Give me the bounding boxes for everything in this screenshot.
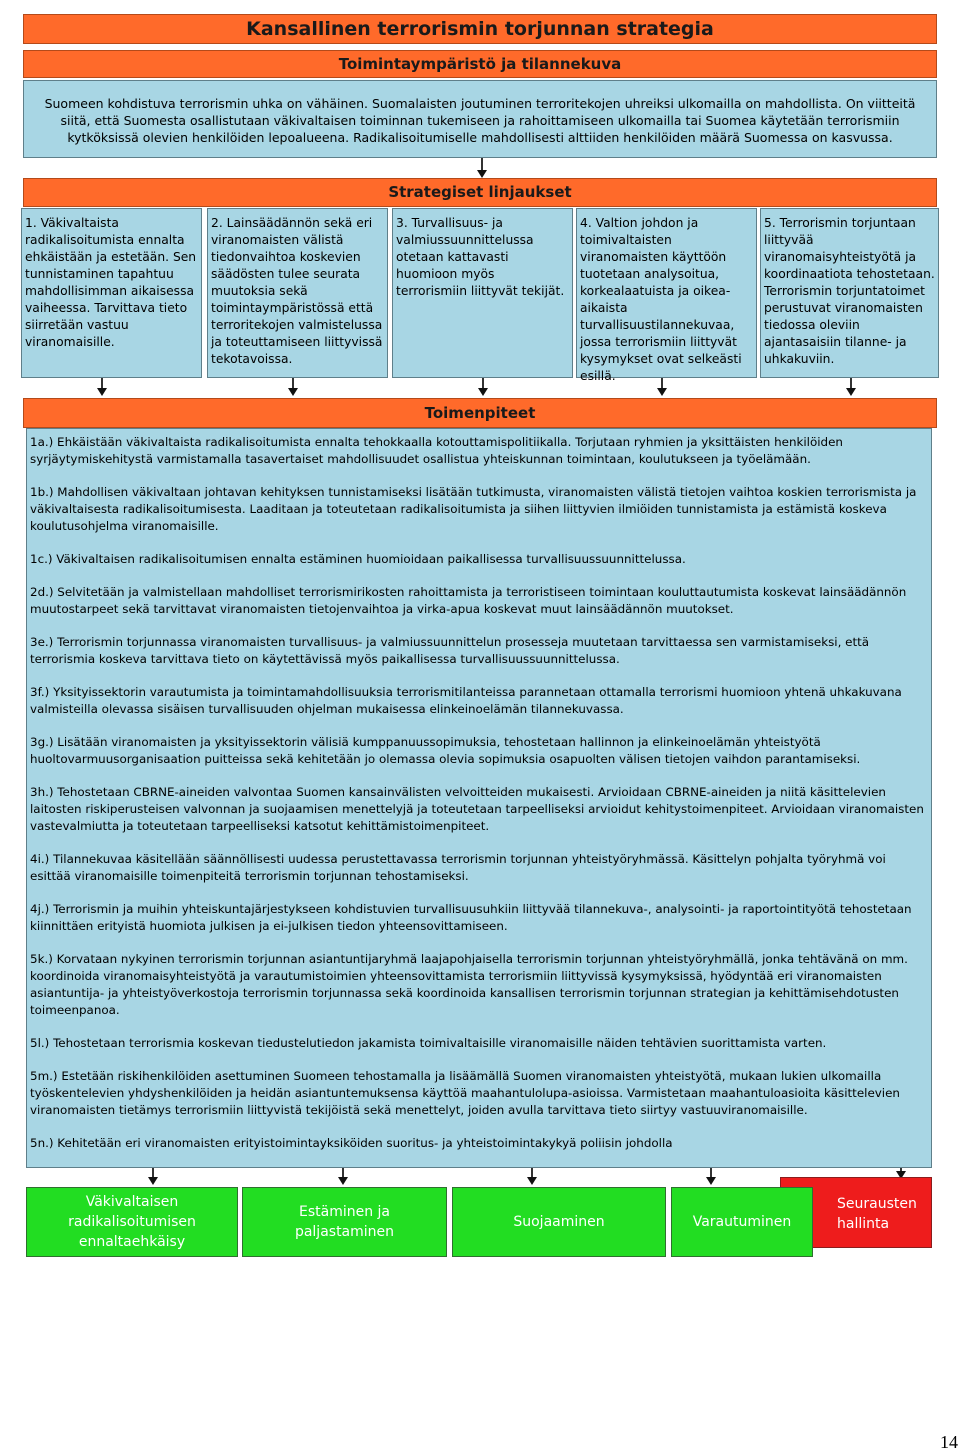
arrow-strategy-3 [478, 378, 488, 398]
strategy-header: Strategiset linjaukset [23, 178, 937, 207]
situation-text: Suomeen kohdistuva terrorismin uhka on vähäinen. Suomalaisten joutuminen terroritekojen uhreiksi ulkomailla on mahdollista. On viitteitä siitä, että Suomesta osallistutaan väkivaltaisen toiminnan tukemiseen ja rahoittamiseen ulkomailla tai Suomea käytetään terrorismiin kytköksissä olevien henkilöiden lepoalueena. Radikalisoitumiselle mahdollisesti alttiiden henkilöiden määrä Suomessa on kasvussa. [44, 96, 916, 145]
arrow-head [527, 1177, 537, 1185]
strategy-item-text: 1. Väkivaltaista radikalisoitumista ennalta ehkäistään ja estetään. Sen tunnistaminen tapahtuu mahdollisimman aikaisessa vaiheessa. Tarvittava tieto siirretään vastuu viranomaisille. [25, 216, 197, 349]
strategy-item-5 [760, 208, 939, 378]
situation-box [23, 80, 937, 158]
measures-box [26, 428, 932, 1168]
measure-1b: 1b.) Mahdollisen väkivaltaan johtavan kehityksen tunnistamiseksi lisätään tutkimusta, viranomaisten välistä tietojen vaihtoa koskien terrorismista ja väkivaltaisesta radikalisoitumisesta. Laaditaan ja toteutetaan radikalisoitumista ja siihen liittyvien ilmiöiden tunnistamista ja estämistä koskeva koulutusohjelma viranomaisille. [30, 485, 917, 533]
arrow-head [846, 388, 856, 396]
measure-5l: 5l.) Tehostetaan terrorismia koskevan tiedustelutiedon jakamista toimivaltaisille viranomaisille näiden tehtävien suorittamista varten. [30, 1036, 827, 1050]
measure-3e: 3e.) Terrorismin torjunnassa viranomaisten turvallisuus- ja valmiussuunnittelun prosesseja muutetaan tarvittaessa sen varmistamiseksi, että terrorismia koskeva tarvittava tieto on käytettävissä myös paikallisessa turvallisuussuunnittelussa. [30, 635, 870, 666]
measure-5k: 5k.) Korvataan nykyinen terrorismin torjunnan asiantuntijaryhmä laajapohjaisella terrorismin torjunnan yhteistyöryhmällä, jonka tehtävänä on mm. koordinoida viranomaisyhteistyötä ja varautumistoimien yhteensovittamista terrorismiin liittyvissä kysymyksissä, hyödyntää eri viranomaisten asiantuntija- ja yhteistyöverkostoja terrorismin torjunnassa sekä koordinoida kansallisen terrorismin torjunnan strategian ja kehittämisehdotusten toimeenpanoa. [30, 952, 908, 1017]
strategy-item-2 [207, 208, 388, 378]
outcome-radicalisation-prevention: Väkivaltaisen radikalisoitumisen ennaltaehkäisy [26, 1187, 238, 1257]
measure-5n: 5n.) Kehitetään eri viranomaisten erityistoimintayksiköiden suoritus- ja yhteistoimintakykyä poliisin johdolla [30, 1136, 673, 1150]
page-title: Kansallinen terrorismin torjunnan strategia [23, 14, 937, 44]
strategy-item-text: 5. Terrorismin torjuntaan liittyvää viranomaisyhteistyötä ja koordinaatiota tehostetaan. Terrorismin torjuntatoimet perustuvat viranomaisten tiedossa oleviin ajantasaisiin tilanne- ja uhkakuviin. [764, 216, 935, 366]
arrow-head [478, 388, 488, 396]
measure-3g: 3g.) Lisätään viranomaisten ja yksityissektorin välisiä kumppanuussopimuksia, tehostetaan hallinnon ja elinkeinoelämän yhteistyötä huoltovarmuusorganisaation puitteissa sekä kehitetään jo olemassa olevia sopimuksia osapuolten välisen tietojen vaihdon parantamiseksi. [30, 735, 861, 766]
arrow-strategy-5 [846, 378, 856, 398]
page-number: 14 [940, 1432, 958, 1452]
arrow-head [148, 1177, 158, 1185]
measures-header: Toimenpiteet [23, 398, 937, 428]
measure-5m: 5m.) Estetään riskihenkilöiden asettuminen Suomeen tehostamalla ja lisäämällä Suomen viranomaisten yhteistyötä, mukaan lukien ulkomailla työskentelevien yhdyshenkilöiden ja heidän asiantuntemuksensa käyttöä maahantulolupa-asioissa. Varmistetaan maahantuloasioita käsittelevien viranomaisten tietämys terrorismiin liittyvistä tekijöistä sekä menettelyt, joiden avulla tarvittava tieto siirtyy vastuuviranomaisille. [30, 1069, 900, 1117]
outcome-prevention-detection: Estäminen ja paljastaminen [242, 1187, 447, 1257]
strategy-item-text: 4. Valtion johdon ja toimivaltaisten viranomaisten käyttöön tuotetaan analysoitua, korkealaatuista ja oikea-aikaista turvallisuustilannekuvaa, jossa terrorismiin liittyvät kysymykset ovat selkeästi esillä. [580, 216, 742, 383]
arrow-strategy-4 [657, 378, 667, 398]
measure-3f: 3f.) Yksityissektorin varautumista ja toimintamahdollisuuksia terrorismitilanteissa parannetaan ottamalla terrorismi huomioon yhtenä uhkakuvana valmisteilla olevassa sisäisen turvallisuuden ohjelman mukaisessa elinkeinoelämän tilannekuvassa. [30, 685, 902, 716]
arrow-head [657, 388, 667, 396]
arrow-head [338, 1177, 348, 1185]
arrow-situation-to-strategy [477, 158, 487, 178]
arrow-outcome-2 [338, 1168, 348, 1188]
situation-header: Toimintaympäristö ja tilannekuva [23, 50, 937, 78]
arrow-head [477, 170, 487, 178]
arrow-head [97, 388, 107, 396]
outcome-protection: Suojaaminen [452, 1187, 666, 1257]
arrow-head [706, 1177, 716, 1185]
strategy-item-text: 3. Turvallisuus- ja valmiussuunnittelussa otetaan kattavasti huomioon myös terrorismiin liittyvät tekijät. [396, 216, 565, 298]
arrow-strategy-2 [288, 378, 298, 398]
outcome-consequence-management: Seurausten hallinta [780, 1177, 932, 1248]
arrow-outcome-4 [706, 1168, 716, 1188]
measure-1c: 1c.) Väkivaltaisen radikalisoitumisen ennalta estäminen huomioidaan paikallisessa turvallisuussuunnittelussa. [30, 552, 686, 566]
strategy-item-1 [21, 208, 202, 378]
strategy-item-text: 2. Lainsäädännön sekä eri viranomaisten välistä tiedonvaihtoa koskevien säädösten tulee seurata muutoksia sekä toimintaympäristössä että terroritekojen valmistelussa ja toteuttamiseen liittyvissä tekotavoissa. [211, 216, 383, 366]
arrow-strategy-1 [97, 378, 107, 398]
outcome-preparedness: Varautuminen [671, 1187, 813, 1257]
measure-2d: 2d.) Selvitetään ja valmistellaan mahdolliset terrorismirikosten rahoittamista ja terroristiseen toimintaan kouluttautumista koskevat lainsäädännön muutostarpeet sekä tarvittavat viranomaisten tietojenvaihtoa ja virka-apua koskevat muut lainsäädännön muutokset. [30, 585, 907, 616]
measure-4i: 4i.) Tilannekuvaa käsitellään säännöllisesti uudessa perustettavassa terrorismin torjunnan yhteistyöryhmässä. Käsittelyn pohjalta työryhmä voi esittää viranomaisille toimenpiteitä terrorismin torjunnan tehostamiseksi. [30, 852, 886, 883]
measure-3h: 3h.) Tehostetaan CBRNE-aineiden valvontaa Suomen kansainvälisten velvoitteiden mukaisesti. Arvioidaan CBRNE-aineiden ja niitä käsittelevien laitosten riskiperusteisen valvonnan ja suojaamisen menettelyjä ja toteutetaan tarpeelliseksi arvioidut kehitystoimenpiteet. Arvioidaan viranomaisten vastevalmiutta ja toteutetaan tarpeelliseksi katsotut kehittämistoimenpiteet. [30, 785, 924, 833]
strategy-item-4 [576, 208, 757, 383]
arrow-outcome-3 [527, 1168, 537, 1188]
measure-1a: 1a.) Ehkäistään väkivaltaista radikalisoitumista ennalta tehokkaalla kotouttamispolitiikalla. Torjutaan ryhmien ja yksittäisten henkilöiden syrjäytymiskehitystä varmistamalla tasavertaiset mahdollisuudet osallistua yhteiskunnan toimintaan, koulutukseen ja työelämään. [30, 435, 843, 466]
arrow-head [288, 388, 298, 396]
strategy-item-3 [392, 208, 573, 378]
arrow-outcome-1 [148, 1168, 158, 1188]
measure-4j: 4j.) Terrorismin ja muihin yhteiskuntajärjestykseen kohdistuvien turvallisuusuhkiin liittyvää tilannekuva-, analysointi- ja raportointityötä tehostetaan kiinnittäen erityistä huomiota julkisen ja ei-julkisen tiedon yhteensovittamiseen. [30, 902, 912, 933]
